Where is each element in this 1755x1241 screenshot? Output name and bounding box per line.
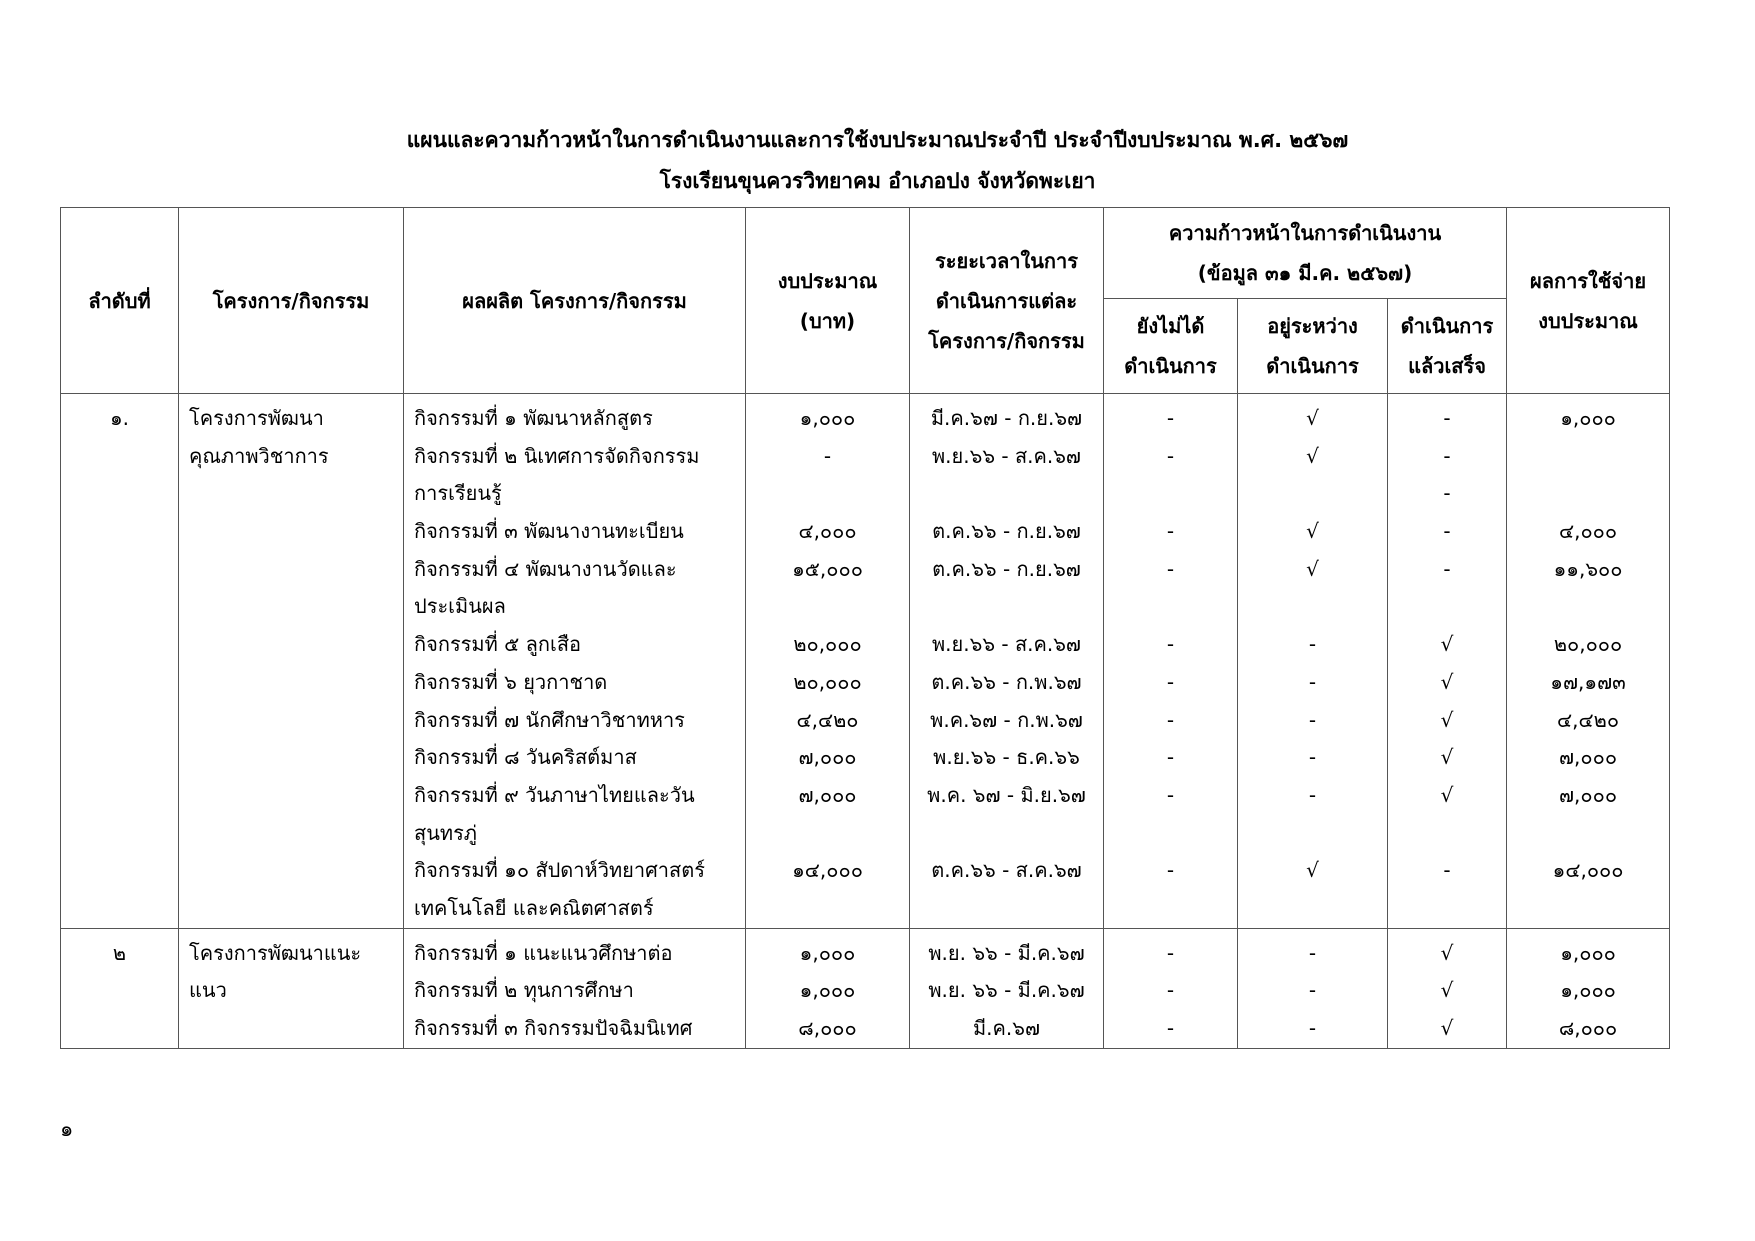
not-started-cell: - — [1104, 394, 1238, 438]
done-cell: √ — [1388, 702, 1507, 740]
row-number-cell — [61, 852, 179, 890]
in-progress-cell: - — [1238, 1010, 1388, 1048]
budget-cell: ๔,๐๐๐ — [746, 513, 910, 551]
spent-cell: ๑๑,๖๐๐ — [1507, 551, 1670, 589]
period-cell: พ.ย. ๖๖ - มี.ค.๖๗ — [910, 928, 1104, 972]
project-name-cell — [179, 588, 404, 626]
header-project: โครงการ/กิจกรรม — [179, 208, 404, 394]
done-cell: - — [1388, 475, 1507, 513]
done-cell: √ — [1388, 626, 1507, 664]
row-number-cell — [61, 475, 179, 513]
header-no: ลำดับที่ — [61, 208, 179, 394]
activity-cell: กิจกรรมที่ ๒ นิเทศการจัดกิจกรรม — [404, 438, 746, 476]
row-number-cell — [61, 815, 179, 853]
header-done-line1: ดำเนินการ — [1400, 314, 1494, 338]
period-cell: ต.ค.๖๖ - ก.พ.๖๗ — [910, 664, 1104, 702]
not-started-cell: - — [1104, 1010, 1238, 1048]
header-budget-line1: งบประมาณ — [777, 268, 878, 293]
spent-cell — [1507, 890, 1670, 928]
budget-cell: ๒๐,๐๐๐ — [746, 664, 910, 702]
period-cell — [910, 815, 1104, 853]
not-started-cell: - — [1104, 664, 1238, 702]
in-progress-cell: - — [1238, 928, 1388, 972]
not-started-cell — [1104, 815, 1238, 853]
budget-cell: ๗,๐๐๐ — [746, 739, 910, 777]
not-started-cell: - — [1104, 852, 1238, 890]
project-name-cell — [179, 626, 404, 664]
activity-cell: สุนทรภู่ — [404, 815, 746, 853]
period-cell: ต.ค.๖๖ - ส.ค.๖๗ — [910, 852, 1104, 890]
row-number-cell — [61, 626, 179, 664]
period-cell: พ.ย.๖๖ - ส.ค.๖๗ — [910, 626, 1104, 664]
in-progress-cell: - — [1238, 972, 1388, 1010]
table-row — [61, 928, 1670, 972]
budget-cell: - — [746, 438, 910, 476]
header-in-progress-line2: ดำเนินการ — [1266, 354, 1359, 378]
activity-cell: กิจกรรมที่ ๗ นักศึกษาวิชาทหาร — [404, 702, 746, 740]
spent-cell: ๑,๐๐๐ — [1507, 394, 1670, 438]
row-number-cell — [61, 702, 179, 740]
done-cell: √ — [1388, 777, 1507, 815]
project-name-cell — [179, 815, 404, 853]
spent-cell: ๑,๐๐๐ — [1507, 928, 1670, 972]
budget-cell — [746, 815, 910, 853]
header-period-line2: ดำเนินการแต่ละ — [935, 288, 1078, 313]
table-row — [61, 551, 1670, 589]
row-number-cell — [61, 777, 179, 815]
header-done — [1388, 299, 1507, 394]
done-cell — [1388, 890, 1507, 928]
header-spent — [1507, 208, 1670, 394]
budget-cell: ๑,๐๐๐ — [746, 394, 910, 438]
activity-cell: กิจกรรมที่ ๒ ทุนการศึกษา — [404, 972, 746, 1010]
project-group — [61, 394, 1670, 929]
header-not-started-line2: ดำเนินการ — [1124, 354, 1217, 378]
spent-cell: ๔,๔๒๐ — [1507, 702, 1670, 740]
done-cell: √ — [1388, 972, 1507, 1010]
table-row — [61, 475, 1670, 513]
period-cell — [910, 890, 1104, 928]
table-row — [61, 852, 1670, 890]
spent-cell: ๔,๐๐๐ — [1507, 513, 1670, 551]
project-name-cell — [179, 702, 404, 740]
in-progress-cell: √ — [1238, 852, 1388, 890]
done-cell — [1388, 815, 1507, 853]
header-progress-line2: (ข้อมูล ๓๑ มี.ค. ๒๕๖๗) — [1197, 261, 1413, 285]
period-cell — [910, 475, 1104, 513]
table-row — [61, 815, 1670, 853]
spent-cell — [1507, 438, 1670, 476]
activity-cell: กิจกรรมที่ ๙ วันภาษาไทยและวัน — [404, 777, 746, 815]
budget-cell — [746, 890, 910, 928]
activity-cell: กิจกรรมที่ ๖ ยุวกาชาด — [404, 664, 746, 702]
period-cell: พ.ค.๖๗ - ก.พ.๖๗ — [910, 702, 1104, 740]
header-done-line2: แล้วเสร็จ — [1408, 354, 1486, 378]
period-cell — [910, 588, 1104, 626]
not-started-cell: - — [1104, 972, 1238, 1010]
in-progress-cell — [1238, 815, 1388, 853]
header-budget-line2: (บาท) — [799, 308, 856, 333]
spent-cell — [1507, 475, 1670, 513]
in-progress-cell: √ — [1238, 438, 1388, 476]
row-number-cell — [61, 890, 179, 928]
table-row — [61, 438, 1670, 476]
spent-cell: ๑๗,๑๗๓ — [1507, 664, 1670, 702]
not-started-cell: - — [1104, 626, 1238, 664]
budget-cell — [746, 475, 910, 513]
budget-progress-table — [60, 207, 1670, 1049]
row-number-cell — [61, 551, 179, 589]
project-name-cell — [179, 739, 404, 777]
spent-cell: ๗,๐๐๐ — [1507, 739, 1670, 777]
header-progress — [1104, 208, 1507, 299]
header-not-started-line1: ยังไม่ได้ — [1136, 314, 1205, 338]
row-number-cell — [61, 438, 179, 476]
activity-cell: กิจกรรมที่ ๔ พัฒนางานวัดและ — [404, 551, 746, 589]
header-budget — [746, 208, 910, 394]
period-cell: พ.ย. ๖๖ - มี.ค.๖๗ — [910, 972, 1104, 1010]
budget-cell: ๑๔,๐๐๐ — [746, 852, 910, 890]
done-cell: - — [1388, 513, 1507, 551]
project-name-cell — [179, 777, 404, 815]
spent-cell: ๑,๐๐๐ — [1507, 972, 1670, 1010]
budget-cell — [746, 588, 910, 626]
activity-cell: กิจกรรมที่ ๓ กิจกรรมปัจฉิมนิเทศ — [404, 1010, 746, 1048]
project-group — [61, 928, 1670, 1048]
done-cell: √ — [1388, 664, 1507, 702]
page-number: ๑ — [60, 1117, 74, 1141]
header-spent-line1: ผลการใช้จ่าย — [1529, 268, 1647, 293]
row-number-cell — [61, 972, 179, 1010]
header-in-progress — [1238, 299, 1388, 394]
period-cell: พ.ค. ๖๗ - มิ.ย.๖๗ — [910, 777, 1104, 815]
done-cell: - — [1388, 852, 1507, 890]
in-progress-cell: - — [1238, 739, 1388, 777]
done-cell: √ — [1388, 928, 1507, 972]
project-name-cell — [179, 852, 404, 890]
spent-cell — [1507, 588, 1670, 626]
in-progress-cell: - — [1238, 777, 1388, 815]
row-number-cell — [61, 664, 179, 702]
header-spent-line2: งบประมาณ — [1538, 308, 1638, 333]
activity-cell: กิจกรรมที่ ๑๐ สัปดาห์วิทยาศาสตร์ — [404, 852, 746, 890]
done-cell: - — [1388, 438, 1507, 476]
activity-cell: การเรียนรู้ — [404, 475, 746, 513]
not-started-cell: - — [1104, 513, 1238, 551]
budget-cell: ๑๕,๐๐๐ — [746, 551, 910, 589]
not-started-cell: - — [1104, 739, 1238, 777]
done-cell: √ — [1388, 739, 1507, 777]
budget-cell: ๑,๐๐๐ — [746, 972, 910, 1010]
not-started-cell — [1104, 475, 1238, 513]
done-cell: - — [1388, 394, 1507, 438]
table-row — [61, 588, 1670, 626]
table-header — [61, 208, 1670, 394]
project-name-cell: แนว — [179, 972, 404, 1010]
period-cell: พ.ย.๖๖ - ส.ค.๖๗ — [910, 438, 1104, 476]
project-name-cell — [179, 890, 404, 928]
project-name-cell — [179, 664, 404, 702]
project-name-cell: คุณภาพวิชาการ — [179, 438, 404, 476]
activity-cell: กิจกรรมที่ ๑ พัฒนาหลักสูตร — [404, 394, 746, 438]
document-subtitle: โรงเรียนขุนควรวิทยาคม อำเภอปง จังหวัดพะเยา — [659, 169, 1096, 193]
not-started-cell — [1104, 588, 1238, 626]
in-progress-cell: √ — [1238, 513, 1388, 551]
period-cell: ต.ค.๖๖ - ก.ย.๖๗ — [910, 513, 1104, 551]
table-row — [61, 626, 1670, 664]
period-cell: พ.ย.๖๖ - ธ.ค.๖๖ — [910, 739, 1104, 777]
spent-cell: ๑๔,๐๐๐ — [1507, 852, 1670, 890]
header-not-started — [1104, 299, 1238, 394]
project-name-cell: โครงการพัฒนาแนะ — [179, 928, 404, 972]
header-period-line3: โครงการ/กิจกรรม — [928, 328, 1085, 353]
in-progress-cell — [1238, 475, 1388, 513]
budget-cell: ๘,๐๐๐ — [746, 1010, 910, 1048]
document-title: แผนและความก้าวหน้าในการดำเนินงานและการใช้งบประมาณประจำปี ประจำปีงบประมาณ พ.ศ. ๒๕๖๗ — [406, 128, 1349, 152]
project-name-cell — [179, 1010, 404, 1048]
in-progress-cell — [1238, 890, 1388, 928]
in-progress-cell: √ — [1238, 551, 1388, 589]
header-period-line1: ระยะเวลาในการ — [934, 248, 1079, 273]
table-row — [61, 702, 1670, 740]
spent-cell — [1507, 815, 1670, 853]
in-progress-cell — [1238, 588, 1388, 626]
table-row — [61, 1010, 1670, 1048]
spent-cell: ๘,๐๐๐ — [1507, 1010, 1670, 1048]
activity-cell: กิจกรรมที่ ๓ พัฒนางานทะเบียน — [404, 513, 746, 551]
table-row — [61, 394, 1670, 438]
project-name-cell — [179, 475, 404, 513]
activity-cell: เทคโนโลยี และคณิตศาสตร์ — [404, 890, 746, 928]
table-row — [61, 972, 1670, 1010]
spent-cell: ๒๐,๐๐๐ — [1507, 626, 1670, 664]
done-cell — [1388, 588, 1507, 626]
done-cell: √ — [1388, 1010, 1507, 1048]
row-number-cell: ๑. — [61, 394, 179, 438]
row-number-cell: ๒ — [61, 928, 179, 972]
not-started-cell — [1104, 890, 1238, 928]
in-progress-cell: - — [1238, 626, 1388, 664]
row-number-cell — [61, 513, 179, 551]
in-progress-cell: √ — [1238, 394, 1388, 438]
not-started-cell: - — [1104, 928, 1238, 972]
period-cell: มี.ค.๖๗ — [910, 1010, 1104, 1048]
budget-cell: ๒๐,๐๐๐ — [746, 626, 910, 664]
period-cell: มี.ค.๖๗ - ก.ย.๖๗ — [910, 394, 1104, 438]
period-cell: ต.ค.๖๖ - ก.ย.๖๗ — [910, 551, 1104, 589]
activity-cell: กิจกรรมที่ ๑ แนะแนวศึกษาต่อ — [404, 928, 746, 972]
not-started-cell: - — [1104, 438, 1238, 476]
table-row — [61, 777, 1670, 815]
activity-cell: ประเมินผล — [404, 588, 746, 626]
budget-cell: ๔,๔๒๐ — [746, 702, 910, 740]
budget-cell: ๑,๐๐๐ — [746, 928, 910, 972]
budget-cell: ๗,๐๐๐ — [746, 777, 910, 815]
header-progress-line1: ความก้าวหน้าในการดำเนินงาน — [1168, 221, 1442, 245]
activity-cell: กิจกรรมที่ ๘ วันคริสต์มาส — [404, 739, 746, 777]
not-started-cell: - — [1104, 551, 1238, 589]
not-started-cell: - — [1104, 702, 1238, 740]
table-row — [61, 664, 1670, 702]
header-in-progress-line1: อยู่ระหว่าง — [1267, 314, 1358, 338]
activity-cell: กิจกรรมที่ ๕ ลูกเสือ — [404, 626, 746, 664]
row-number-cell — [61, 739, 179, 777]
header-output: ผลผลิต โครงการ/กิจกรรม — [404, 208, 746, 394]
spent-cell: ๗,๐๐๐ — [1507, 777, 1670, 815]
project-name-cell: โครงการพัฒนา — [179, 394, 404, 438]
not-started-cell: - — [1104, 777, 1238, 815]
row-number-cell — [61, 1010, 179, 1048]
table-row — [61, 513, 1670, 551]
table-row — [61, 890, 1670, 928]
done-cell: - — [1388, 551, 1507, 589]
in-progress-cell: - — [1238, 664, 1388, 702]
in-progress-cell: - — [1238, 702, 1388, 740]
row-number-cell — [61, 588, 179, 626]
header-period — [910, 208, 1104, 394]
project-name-cell — [179, 513, 404, 551]
table-row — [61, 739, 1670, 777]
project-name-cell — [179, 551, 404, 589]
